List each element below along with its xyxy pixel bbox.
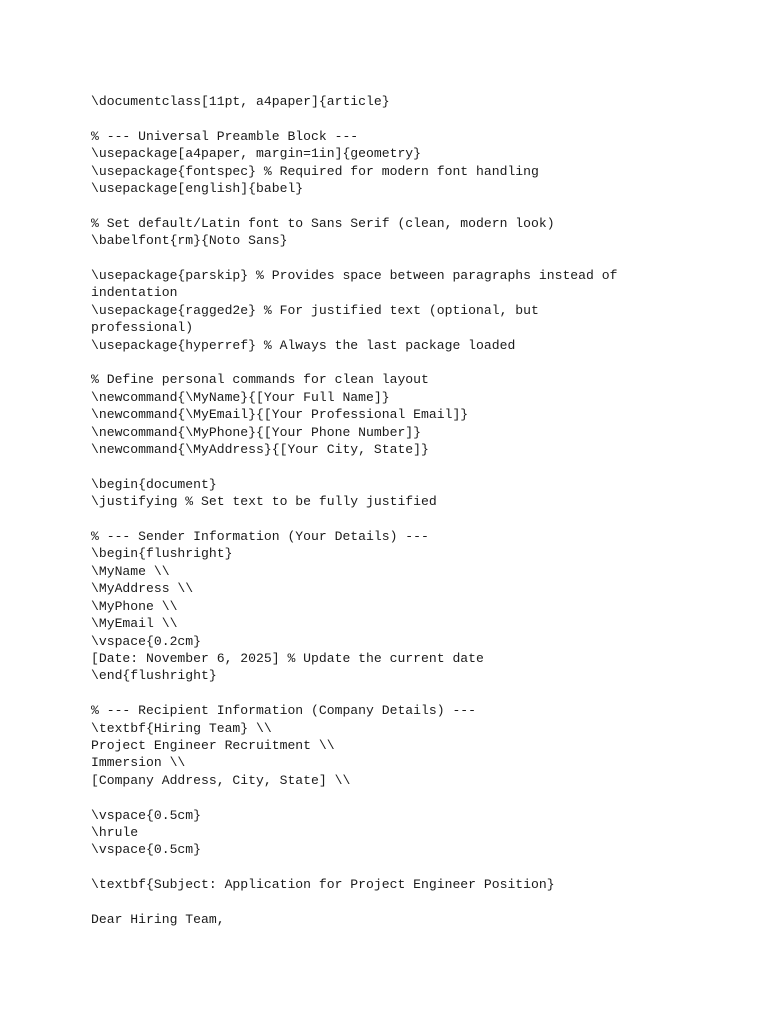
code-line: \textbf{Hiring Team} \\ <box>91 720 272 736</box>
code-line: % --- Recipient Information (Company Details) --- <box>91 703 477 719</box>
code-line <box>91 354 691 371</box>
code-line: % Define personal commands for clean layout <box>91 372 429 388</box>
code-line: % --- Sender Information (Your Details) --- <box>91 529 429 545</box>
code-line: \hrule <box>91 824 139 840</box>
code-line: \vspace{0.5cm} <box>91 842 202 858</box>
code-line: \vspace{0.2cm} <box>91 633 202 649</box>
code-line: Project Engineer Recruitment \\ <box>91 737 335 753</box>
code-line <box>91 685 691 702</box>
code-line: \usepackage{parskip} % Provides space between paragraphs instead of <box>91 268 618 284</box>
code-line: \vspace{0.5cm} <box>91 807 202 823</box>
code-line: \newcommand{\MyPhone}{[Your Phone Number]} <box>91 424 422 440</box>
code-line: \MyPhone \\ <box>91 598 178 614</box>
code-line: \textbf{Subject: Application for Project Engineer Position} <box>91 877 555 893</box>
code-line: \newcommand{\MyAddress}{[Your City, State]} <box>91 442 429 458</box>
code-line: \usepackage[a4paper, margin=1in]{geometry} <box>91 146 422 162</box>
code-line: [Date: November 6, 2025] % Update the current date <box>91 650 484 666</box>
code-line: \usepackage[english]{babel} <box>91 181 304 197</box>
code-line: Dear Hiring Team, <box>91 911 225 927</box>
code-line: \MyAddress \\ <box>91 581 194 597</box>
code-line <box>91 789 691 806</box>
code-line <box>91 458 691 475</box>
code-line <box>91 110 691 127</box>
latex-source-text <box>91 93 691 928</box>
code-line: \MyName \\ <box>91 563 170 579</box>
code-line: \usepackage{ragged2e} % For justified text (optional, but <box>91 302 539 318</box>
code-line: % Set default/Latin font to Sans Serif (clean, modern look) <box>91 215 555 231</box>
code-line: Immersion \\ <box>91 755 186 771</box>
code-line: indentation <box>91 285 178 301</box>
code-line: professional) <box>91 320 194 336</box>
code-line: \begin{flushright} <box>91 546 233 562</box>
code-line <box>91 894 691 911</box>
code-line: % --- Universal Preamble Block --- <box>91 128 359 144</box>
code-line: \usepackage{hyperref} % Always the last package loaded <box>91 337 516 353</box>
code-line <box>91 511 691 528</box>
code-line: \newcommand{\MyName}{[Your Full Name]} <box>91 389 390 405</box>
code-line: \babelfont{rm}{Noto Sans} <box>91 233 288 249</box>
code-line: \usepackage{fontspec} % Required for modern font handling <box>91 163 539 179</box>
code-line: \documentclass[11pt, a4paper]{article} <box>91 94 390 109</box>
code-line: [Company Address, City, State] \\ <box>91 772 351 788</box>
code-line <box>91 250 691 267</box>
code-line: \end{flushright} <box>91 668 217 684</box>
code-line <box>91 859 691 876</box>
code-line: \newcommand{\MyEmail}{[Your Professional Email]} <box>91 407 469 423</box>
code-line: \justifying % Set text to be fully justified <box>91 494 437 510</box>
code-line: \begin{document} <box>91 476 217 492</box>
code-line: \MyEmail \\ <box>91 616 178 632</box>
code-line <box>91 197 691 214</box>
